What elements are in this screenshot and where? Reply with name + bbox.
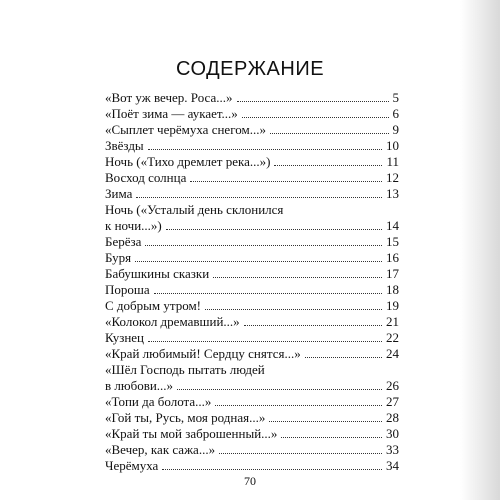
toc-entry-page: 10: [386, 138, 399, 153]
toc-entry-title: «Колокол дремавший...»: [105, 314, 240, 329]
toc-entry: [105, 410, 399, 426]
toc-entry-title: Бабушкины сказки: [105, 266, 210, 281]
toc-leader-dots: [213, 277, 382, 278]
toc-entry: [105, 154, 399, 170]
toc-leader-dots: [281, 437, 382, 438]
toc-leader-dots: [242, 117, 389, 118]
toc-entry-page: 27: [386, 394, 399, 409]
toc-entry-title: Берёза: [105, 234, 142, 249]
toc-entry-page: 9: [392, 122, 399, 137]
toc-entry: [105, 106, 399, 122]
toc-entry-page: 19: [386, 298, 399, 313]
toc-entry-title: С добрым утром!: [105, 298, 202, 313]
table-of-contents: [105, 90, 399, 474]
toc-entry: [105, 282, 399, 298]
toc-entry-page: 33: [386, 442, 399, 457]
toc-entry-title: Буря: [105, 250, 132, 265]
toc-entry-title: в любови...»: [105, 378, 174, 393]
page-number: 70: [244, 474, 256, 488]
toc-entry: [105, 346, 399, 362]
toc-leader-dots: [244, 325, 382, 326]
toc-leader-dots: [237, 101, 389, 102]
toc-entry-title: «Край любимый! Сердцу снятся...»: [105, 346, 301, 361]
toc-leader-dots: [205, 309, 382, 310]
toc-entry: [105, 426, 399, 442]
toc-entry-title: «Сыплет черёмуха снегом...»: [105, 122, 266, 137]
toc-entry: [105, 266, 399, 282]
toc-entry-title: «Гой ты, Русь, моя родная...»: [105, 410, 266, 425]
toc-entry: [105, 458, 399, 474]
toc-entry: [105, 378, 399, 394]
toc-entry-title: Ночь («Усталый день склонился: [105, 202, 284, 217]
toc-entry-page: 5: [392, 90, 399, 105]
toc-leader-dots: [270, 133, 389, 134]
toc-entry: [105, 314, 399, 330]
toc-entry: [105, 442, 399, 458]
toc-leader-dots: [154, 293, 382, 294]
toc-entry-title: Пороша: [105, 282, 150, 297]
toc-entry-title: Восход солнца: [105, 170, 187, 185]
toc-entry-title: Кузнец: [105, 330, 145, 345]
toc-entry: [105, 170, 399, 186]
toc-entry-title: Черёмуха: [105, 458, 159, 473]
toc-entry-title: «Топи да болота...»: [105, 394, 212, 409]
toc-leader-dots: [148, 341, 382, 342]
toc-leader-dots: [190, 181, 382, 182]
toc-entry-page: 22: [386, 330, 399, 345]
toc-leader-dots: [135, 261, 382, 262]
toc-entry-title: «Вот уж вечер. Роса...»: [105, 90, 233, 105]
toc-entry: [105, 218, 399, 234]
toc-entry-page: 12: [386, 170, 399, 185]
toc-leader-dots: [148, 149, 382, 150]
toc-leader-dots: [269, 421, 382, 422]
toc-leader-dots: [219, 453, 382, 454]
toc-entry-page: 11: [386, 154, 399, 169]
toc-entry: [105, 362, 399, 378]
toc-entry-page: 24: [386, 346, 399, 361]
toc-entry-title: к ночи...»): [105, 218, 162, 233]
toc-entry-title: Звёзды: [105, 138, 144, 153]
toc-entry-title: «Край ты мой заброшенный...»: [105, 426, 278, 441]
toc-leader-dots: [145, 245, 382, 246]
toc-leader-dots: [166, 229, 382, 230]
toc-entry: [105, 250, 399, 266]
toc-entry-page: 18: [386, 282, 399, 297]
page-title: СОДЕРЖАНИЕ: [175, 58, 325, 80]
toc-leader-dots: [274, 165, 382, 166]
toc-entry-page: 30: [386, 426, 399, 441]
toc-entry-page: 28: [386, 410, 399, 425]
toc-entry: [105, 234, 399, 250]
toc-entry: [105, 90, 399, 106]
toc-entry-page: 14: [386, 218, 399, 233]
toc-entry-title: Ночь («Тихо дремлет река...»): [105, 154, 271, 169]
toc-entry: [105, 330, 399, 346]
toc-entry: [105, 186, 399, 202]
toc-entry-page: 13: [386, 186, 399, 201]
toc-leader-dots: [136, 197, 382, 198]
toc-entry-title: «Поёт зима — аукает...»: [105, 106, 238, 121]
toc-entry-page: 15: [386, 234, 399, 249]
toc-entry-page: 16: [386, 250, 399, 265]
toc-leader-dots: [162, 469, 382, 470]
toc-entry: [105, 202, 399, 218]
toc-entry: [105, 122, 399, 138]
toc-entry: [105, 138, 399, 154]
toc-leader-dots: [305, 357, 382, 358]
toc-leader-dots: [177, 389, 382, 390]
toc-entry: [105, 298, 399, 314]
toc-entry-page: 34: [386, 458, 399, 473]
toc-entry-title: «Шёл Господь пытать людей: [105, 362, 265, 377]
toc-entry-page: 26: [386, 378, 399, 393]
toc-entry-page: 21: [386, 314, 399, 329]
toc-entry-page: 6: [392, 106, 399, 121]
toc-entry-page: 17: [386, 266, 399, 281]
toc-entry-title: «Вечер, как сажа...»: [105, 442, 216, 457]
toc-entry-title: Зима: [105, 186, 133, 201]
toc-entry: [105, 394, 399, 410]
toc-leader-dots: [215, 405, 382, 406]
